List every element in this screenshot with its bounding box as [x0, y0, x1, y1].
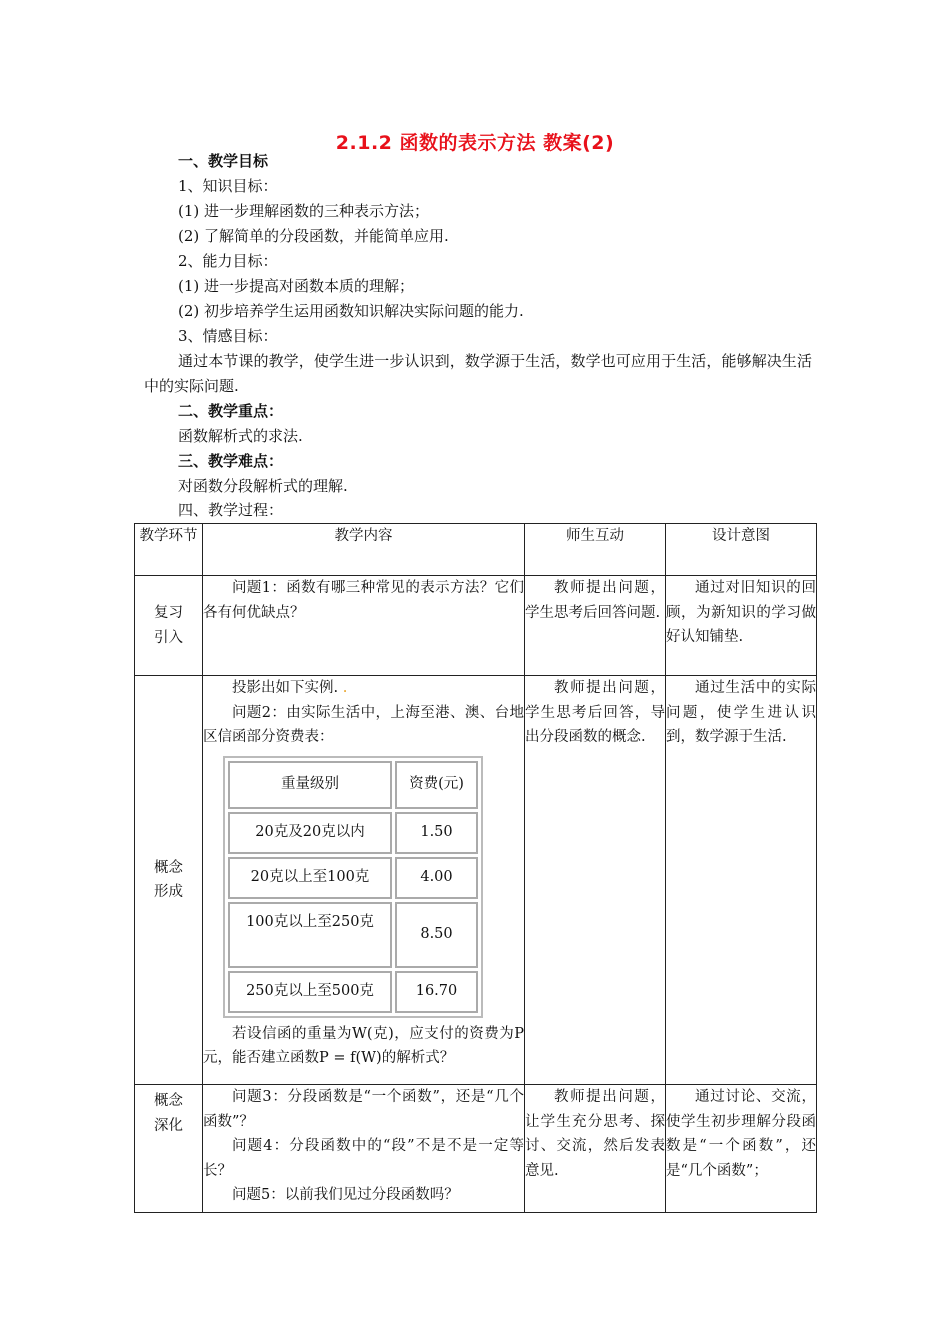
header-intent: 设计意图: [666, 524, 817, 576]
fee-price-cell: 4.00: [395, 857, 478, 899]
content-question-2: 问题2：由实际生活中，上海至港、澳、台地区信函部分资费表：: [203, 704, 524, 745]
lesson-process-table: [134, 523, 817, 1213]
fee-price-cell: 8.50: [395, 902, 478, 968]
fee-header-price: 资费(元): [395, 761, 478, 809]
ability-item-2: (2) 初步培养学生运用函数知识解决实际问题的能力.: [178, 302, 524, 320]
stage-cell: 概念形成: [135, 676, 203, 1085]
header-content: 教学内容: [203, 524, 525, 576]
emotion-text: 通过本节课的教学，使学生进一步认识到，数学源于生活，数学也可应用于生活，能够解决生活中的实际问题.: [144, 352, 812, 395]
knowledge-heading: 1、知识目标：: [178, 177, 278, 195]
content-cell: 问题1：函数有哪三种常见的表示方法？它们各有何优缺点？: [203, 576, 525, 676]
table-row: [135, 676, 817, 1085]
table-row: [135, 576, 817, 676]
ability-item-1: (1) 进一步提高对函数本质的理解；: [178, 277, 415, 295]
difficulty-heading: 三、教学难点：: [178, 452, 284, 470]
stage-cell: 复习引入: [135, 576, 203, 676]
postage-fee-table: [223, 756, 483, 1018]
document-title: 2.1.2 函数的表示方法 教案(2): [335, 132, 615, 154]
content-question-3: 问题3：分段函数是“一个函数”，还是“几个函数”？: [203, 1089, 524, 1130]
difficulty-text: 对函数分段解析式的理解.: [178, 477, 348, 495]
interaction-cell: 教师提出问题，让学生充分思考、探讨、交流，然后发表意见.: [525, 1085, 666, 1213]
key-text: 函数解析式的求法.: [178, 427, 303, 445]
content-question-5: 问题5：以前我们见过分段函数吗？: [232, 1187, 459, 1203]
objectives-heading: 一、教学目标: [178, 152, 269, 170]
fee-weight-cell: 20克以上至100克: [228, 857, 392, 899]
table-row: [135, 1085, 817, 1213]
content-intro: 投影出如下实例. .: [232, 680, 348, 696]
interaction-cell: 教师提出问题，学生思考后回答问题.: [525, 576, 666, 676]
fee-price-cell: 1.50: [395, 812, 478, 854]
fee-weight-cell: 20克及20克以内: [228, 812, 392, 854]
intent-cell: 通过对旧知识的回顾，为新知识的学习做好认知铺垫.: [666, 576, 817, 676]
intent-cell: 通过讨论、交流，使学生初步理解分段函数是“一个函数”，还是“几个函数”；: [666, 1085, 817, 1213]
emotion-heading: 3、情感目标：: [178, 327, 278, 345]
content-after-table: 若设信函的重量为W(克)，应支付的资费为P元，能否建立函数P = f(W)的解析式？: [203, 1025, 524, 1066]
stage-cell: 概念深化: [135, 1085, 203, 1213]
content-question-4: 问题4：分段函数中的“段”不是不是一定等长？: [203, 1138, 524, 1179]
table-header-row: [135, 524, 817, 576]
interaction-cell: 教师提出问题，学生思考后回答，导出分段函数的概念.: [525, 676, 666, 1085]
content-cell: [203, 1085, 525, 1213]
fee-price-cell: 16.70: [395, 971, 478, 1013]
fee-header-weight: 重量级别: [228, 761, 392, 809]
knowledge-item-2: (2) 了解简单的分段函数，并能简单应用.: [178, 227, 449, 245]
process-heading: 四、教学过程：: [178, 501, 284, 519]
header-interaction: 师生互动: [525, 524, 666, 576]
key-heading: 二、教学重点：: [178, 402, 284, 420]
fee-weight-cell: 100克以上至250克: [228, 902, 392, 968]
header-stage: 教学环节: [135, 524, 203, 576]
fee-weight-cell: 250克以上至500克: [228, 971, 392, 1013]
intent-cell: 通过生活中的实际问题，使学生进认识到，数学源于生活.: [666, 676, 817, 1085]
content-cell: [203, 676, 525, 1085]
ability-heading: 2、能力目标：: [178, 252, 278, 270]
knowledge-item-1: (1) 进一步理解函数的三种表示方法；: [178, 202, 430, 220]
